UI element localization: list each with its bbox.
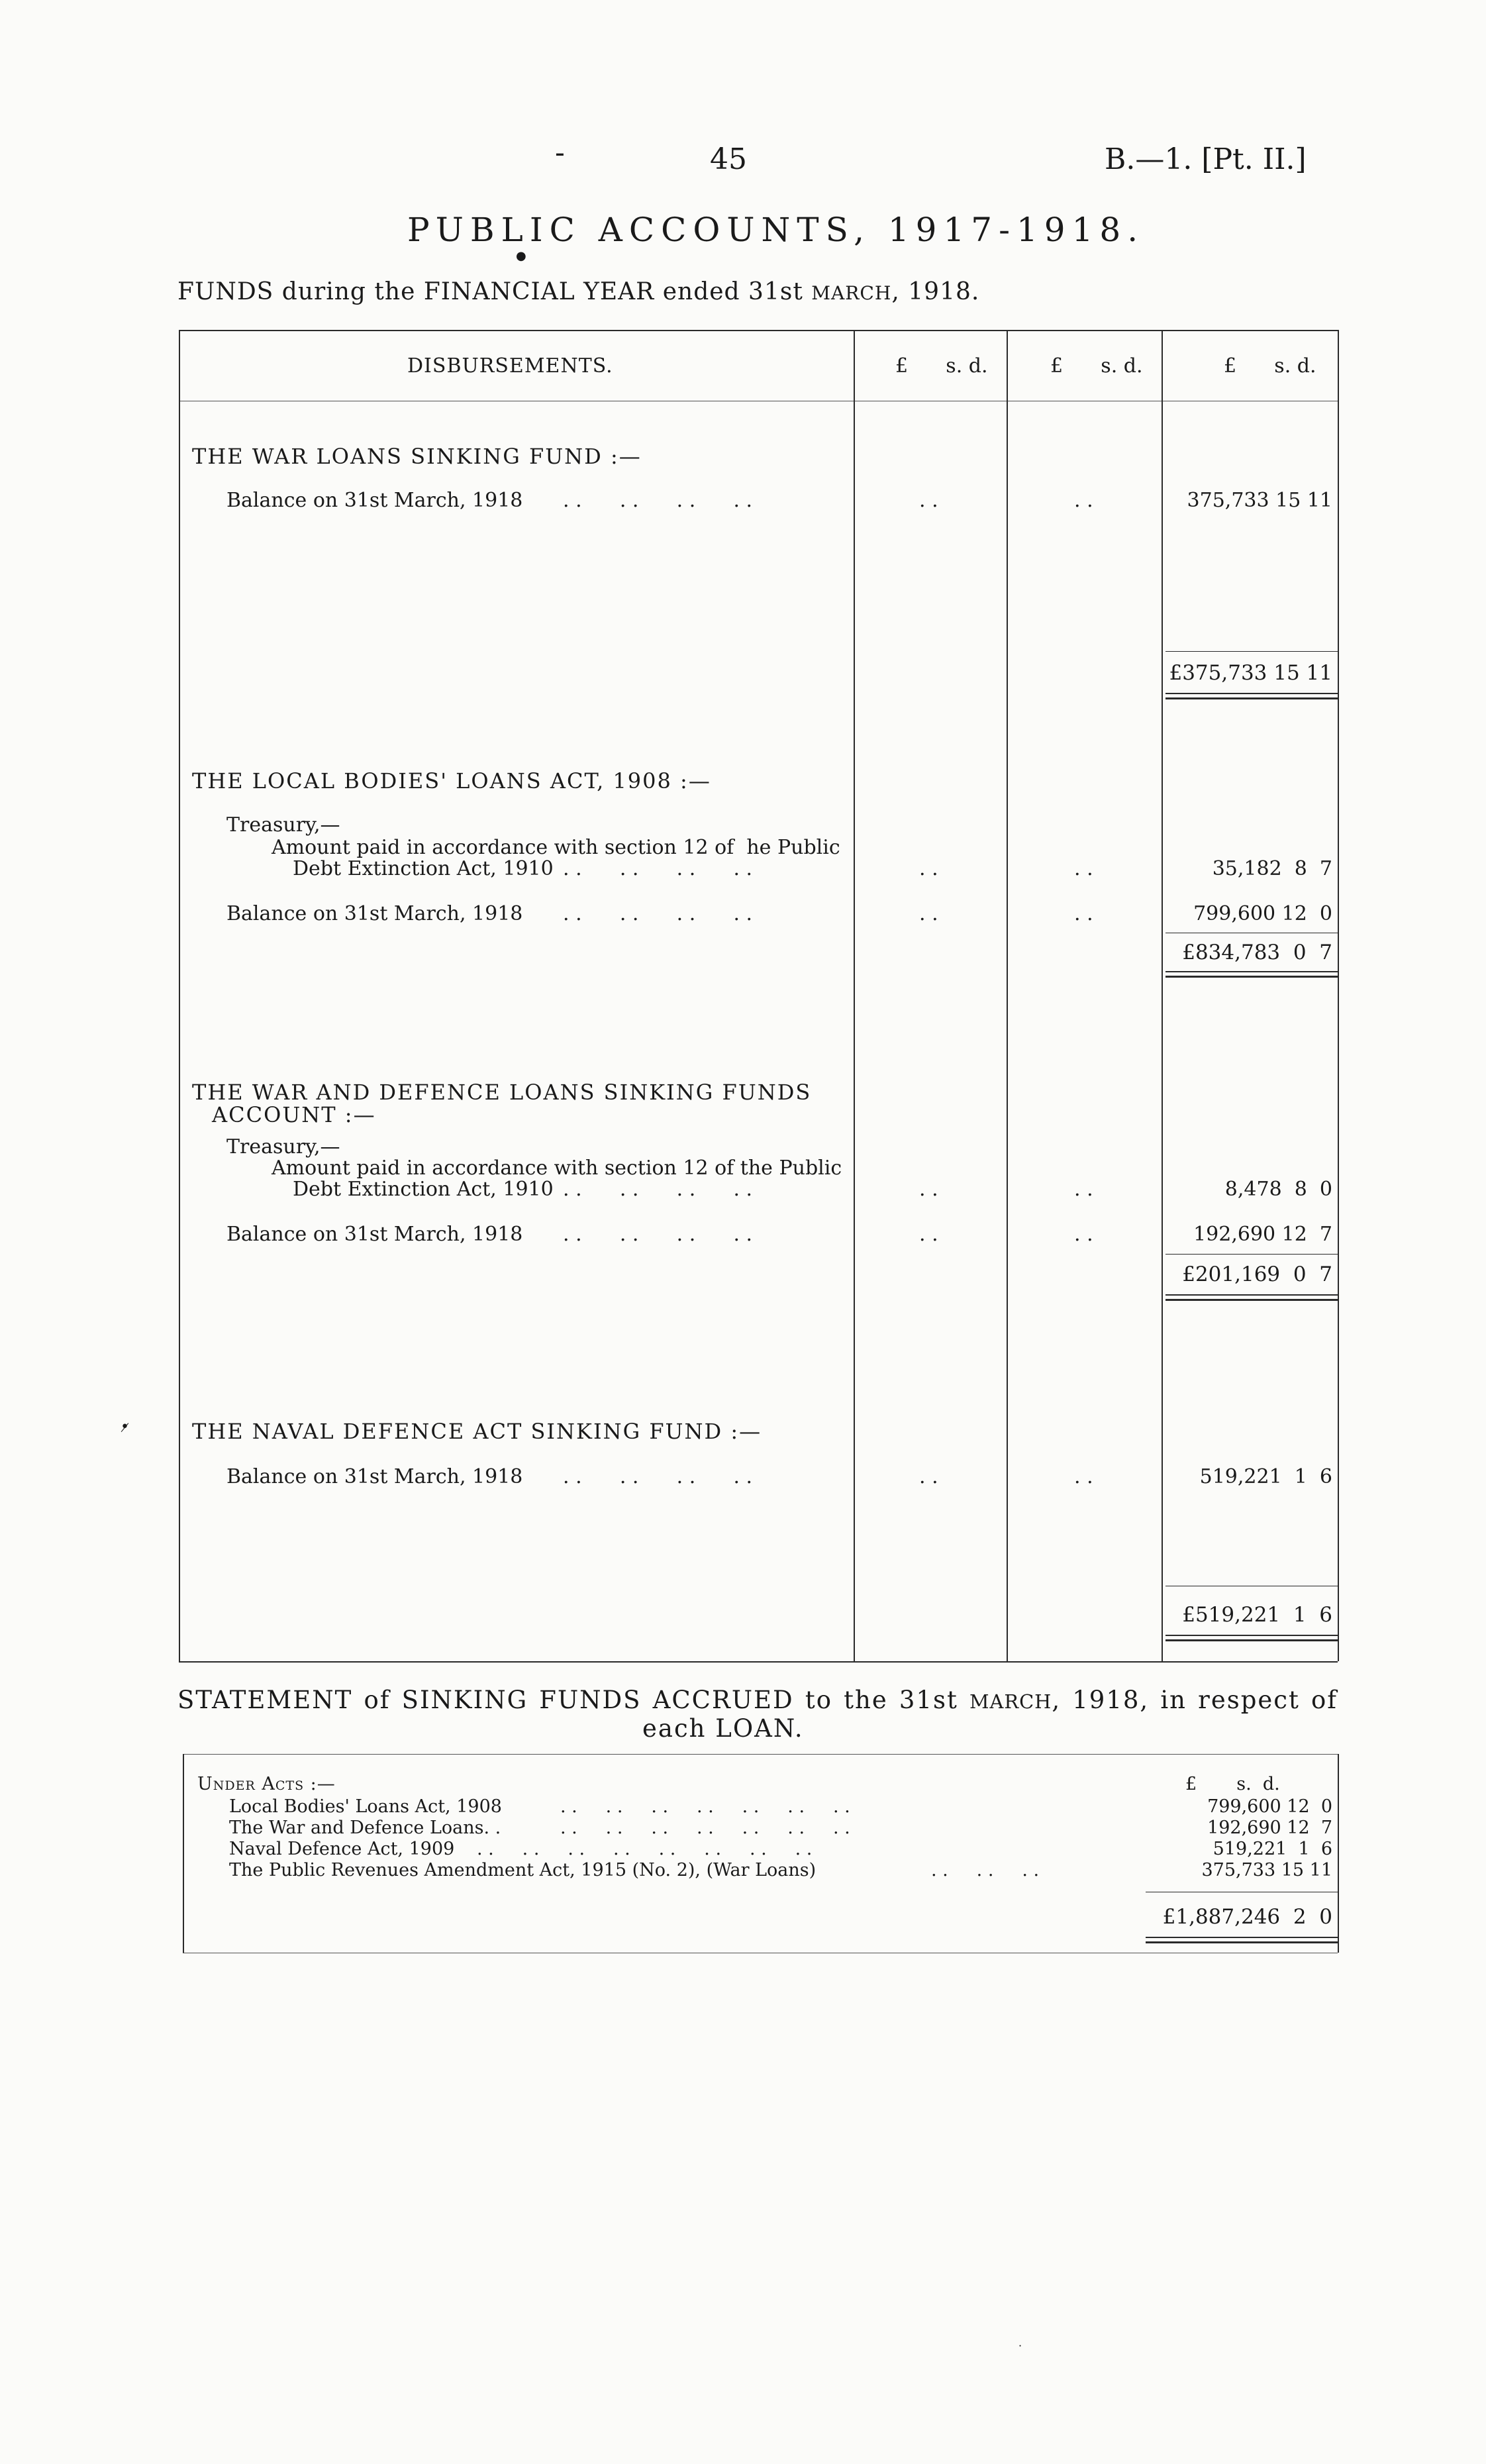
column-header-2: £ s. d. (1050, 354, 1143, 378)
payment-value: 8,478 8 0 (1224, 1178, 1332, 1201)
balance-value: 799,600 12 0 (1193, 902, 1332, 925)
statement-column-header: £ s. d. (1185, 1774, 1280, 1794)
dots: . . (919, 857, 938, 880)
balance-value: 192,690 12 7 (1193, 1223, 1332, 1246)
leader-dots: . . . . . . . . (563, 902, 753, 925)
bullet-mark: ● (516, 249, 526, 263)
dots: . . (1074, 1223, 1093, 1246)
table-bottom-rule (179, 1661, 1338, 1663)
page-number: 45 (710, 142, 747, 176)
statement-row-label: The War and Defence Loans. . (229, 1818, 501, 1838)
section-heading-war-defence: THE WAR AND DEFENCE LOANS SINKING FUNDS (192, 1080, 812, 1105)
leader-dots: . . . . . . (931, 1860, 1040, 1880)
total-double-rule (1165, 1635, 1338, 1636)
payment-description: Amount paid in accordance with section 12 of the Public (272, 1156, 842, 1180)
balance-label: Balance on 31st March, 1918 (226, 489, 523, 512)
leader-dots: . . . . . . . . (563, 489, 753, 512)
payment-description-cont: Debt Extinction Act, 1910 (293, 857, 554, 880)
leader-dots: . . . . . . . . . . . . . . (560, 1796, 850, 1817)
section-total: £375,733 15 11 (1169, 661, 1332, 685)
total-double-rule (1165, 693, 1338, 694)
table-left-border (179, 330, 180, 1661)
section-heading-war-defence-cont: ACCOUNT :— (212, 1102, 376, 1127)
column-header-disbursements: DISBURSEMENTS. (407, 354, 613, 378)
dots: . . (919, 1223, 938, 1246)
total-double-rule (1165, 971, 1338, 972)
statement-right-border (1338, 1754, 1339, 1953)
total-rule (1165, 1254, 1338, 1255)
subtitle-year: , 1918. (891, 278, 980, 305)
section-heading-war-loans: THE WAR LOANS SINKING FUND :— (192, 444, 642, 469)
table-top-rule (179, 330, 1338, 331)
speck: · (1018, 2339, 1022, 2352)
subtitle-month: MARCH (811, 282, 892, 304)
dots: . . (919, 489, 938, 512)
section-total: £201,169 0 7 (1182, 1262, 1332, 1286)
statement-top-rule (183, 1754, 1338, 1755)
dots: . . (1074, 1178, 1093, 1201)
total-double-rule (1165, 976, 1338, 978)
statement-row-value: 375,733 15 11 (1201, 1860, 1332, 1880)
statement-heading-text: STATEMENT of SINKING FUNDS ACCRUED to the 31st (177, 1686, 958, 1714)
statement-row-value: 519,221 1 6 (1213, 1839, 1332, 1859)
subtitle-text: FUNDS during the FINANCIAL YEAR ended 31st (177, 278, 803, 305)
statement-total-double-rule (1146, 1937, 1338, 1938)
section-total: £519,221 1 6 (1182, 1603, 1332, 1627)
column-header-3: £ s. d. (1224, 354, 1316, 378)
table-right-border (1338, 330, 1339, 1661)
leader-dots: . . . . . . . . . . . . . . (560, 1818, 850, 1838)
dots: . . (919, 1178, 938, 1201)
statement-left-border (183, 1754, 184, 1953)
total-double-rule (1165, 1294, 1338, 1296)
statement-heading-month: MARCH (969, 1690, 1052, 1713)
balance-value: 375,733 15 11 (1187, 489, 1332, 512)
section-total: £834,783 0 7 (1182, 941, 1332, 964)
leader-dots: . . . . . . . . (563, 1465, 753, 1488)
margin-mark: •̷ (121, 1419, 129, 1435)
statement-row-label: Local Bodies' Loans Act, 1908 (229, 1796, 502, 1817)
column-divider-1 (854, 330, 855, 1661)
payment-description: Amount paid in accordance with section 12 of he Public (272, 836, 840, 859)
statement-total-double-rule (1146, 1941, 1338, 1943)
statement-row-label: Naval Defence Act, 1909 (229, 1839, 455, 1859)
leader-dots: . . . . . . . . . . . . . . . . (477, 1839, 813, 1859)
column-divider-2 (1007, 330, 1008, 1661)
balance-label: Balance on 31st March, 1918 (226, 902, 523, 925)
balance-label: Balance on 31st March, 1918 (226, 1223, 523, 1246)
page-subtitle (177, 278, 979, 305)
section-heading-naval-defence: THE NAVAL DEFENCE ACT SINKING FUND :— (192, 1419, 762, 1444)
statement-heading (177, 1686, 1338, 1714)
treasury-label: Treasury,— (226, 1135, 340, 1158)
dots: . . (1074, 902, 1093, 925)
total-double-rule (1165, 1299, 1338, 1301)
payment-description-cont: Debt Extinction Act, 1910 (293, 1178, 554, 1201)
column-divider-3 (1162, 330, 1163, 1661)
balance-value: 519,221 1 6 (1199, 1465, 1332, 1488)
section-heading-local-bodies: THE LOCAL BODIES' LOANS ACT, 1908 :— (192, 768, 711, 794)
leader-dots: . . . . . . . . (563, 1223, 753, 1246)
statement-total: £1,887,246 2 0 (1162, 1905, 1332, 1929)
treasury-label: Treasury,— (226, 813, 340, 837)
page-title: PUBLIC ACCOUNTS, 1917-1918. (407, 211, 1145, 249)
dots: . . (919, 1465, 938, 1488)
under-acts-label: Under Acts :— (197, 1774, 336, 1794)
dots: . . (1074, 857, 1093, 880)
statement-heading-cont: each LOAN. (642, 1714, 804, 1743)
payment-value: 35,182 8 7 (1212, 857, 1332, 880)
dots: . . (1074, 1465, 1093, 1488)
leader-dots: . . . . . . . . (563, 1178, 753, 1201)
leader-dots: . . . . . . . . (563, 857, 753, 880)
dots: . . (919, 902, 938, 925)
total-rule (1165, 651, 1338, 652)
statement-row-value: 192,690 12 7 (1207, 1818, 1332, 1838)
document-reference: B.—1. [Pt. II.] (1105, 142, 1307, 176)
statement-row-value: 799,600 12 0 (1207, 1796, 1332, 1817)
statement-heading-tail: , 1918, in respect of (1052, 1686, 1338, 1714)
balance-label: Balance on 31st March, 1918 (226, 1465, 523, 1488)
statement-row-label: The Public Revenues Amendment Act, 1915 (No. 2), (War Loans) (229, 1860, 817, 1880)
dots: . . (1074, 489, 1093, 512)
column-header-1: £ s. d. (895, 354, 988, 378)
total-double-rule (1165, 697, 1338, 699)
header-dash: - (555, 136, 565, 170)
total-double-rule (1165, 1639, 1338, 1641)
